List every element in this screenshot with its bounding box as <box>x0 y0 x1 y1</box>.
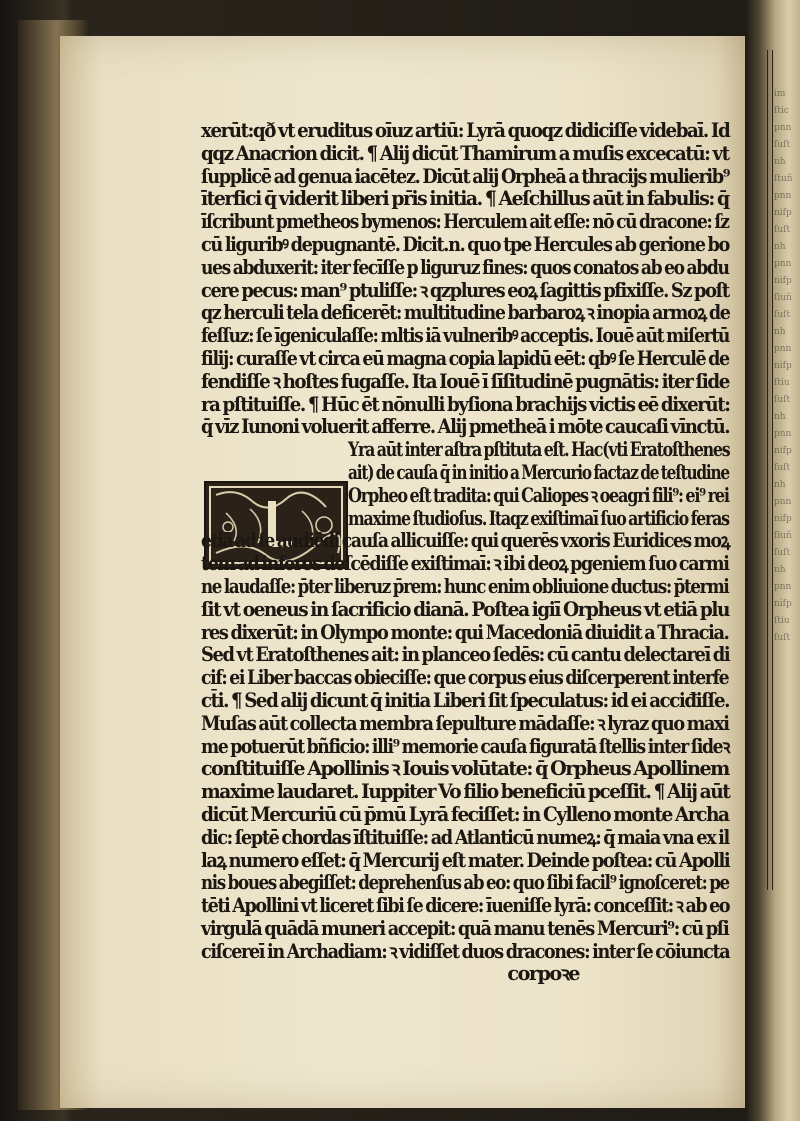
text-line: qqz Anacrion dicit. ¶ Alij dicūt Thamirum a muſis excecatū: vt <box>201 141 729 165</box>
text-line: ait) de cauſa q̄ in initio a Mercurio factaz de teſtudine <box>348 460 729 484</box>
facing-page-fragment: nifp <box>774 276 792 286</box>
facing-page-fragment: ſuſt <box>774 310 791 320</box>
facing-page-fragment: pnn <box>774 497 792 507</box>
facing-page-fragment: nh <box>774 242 786 252</box>
facing-page-fragment: ſuſt <box>774 548 791 558</box>
text-line: qz herculi tela deficerēt: multitudine barbaroꝝ ꝛ inopia armoꝝ de <box>201 301 730 325</box>
facing-page-fragment: nh <box>774 327 786 337</box>
text-line: filij: curaſſe vt circa eū magna copia lapidū eēt: qbꝰ ſe Herculē de <box>201 346 729 370</box>
text-line: cū liguribꝰ depugnantē. Dicit.n. quo tpe Hercules ab gerione bo <box>201 232 729 256</box>
facing-page-fragment: nifp <box>774 599 792 609</box>
facing-page-fragment: ſtiu <box>774 378 790 388</box>
facing-page-fragment: nh <box>774 157 786 167</box>
text-line: īſcribunt pmetheos bymenos: Herculem ait eſſe: nō cū dracone: ſz <box>201 210 729 234</box>
text-line: Muſas aūt collecta membra ſepulture mādaſſe: ꝛ lyraz quo maxi <box>201 711 729 735</box>
facing-page-fragment: nifp <box>774 361 792 371</box>
text-line: maxime ſtudioſus. Itaqz exiſtimaī ſuo artificio feras <box>348 506 729 530</box>
text-line: Yra aūt inter aſtra pſtituta eſt. Hac(vti Eratoſthenes <box>348 438 730 462</box>
text-line: ues abduxerit: iter fecīſſe p liguruz fines: quos conatos ab eo abdu <box>201 255 729 279</box>
facing-page-fragment: nifp <box>774 208 792 218</box>
facing-page-fragment: ſiuñ <box>774 531 792 541</box>
text-line: me potuerūt bñficio: illi⁹ memorie cauſa figuratā ſtellis inter ſideꝛ <box>201 734 730 758</box>
text-line: Orpheo eſt tradita: qui Caliopes ꝛ oeagri fili⁹: ei⁹ rei <box>348 483 729 507</box>
text-line: dic: ſeptē chordas īſtituiſſe: ad Atlanticū numeꝝ: q̄ maia vna ex il <box>201 825 729 849</box>
facing-page-fragment: nh <box>774 412 786 422</box>
text-line: conſtituiſſe Apollinis ꝛ Iouis volūtate: q̄ Orpheus Apollinem <box>201 757 729 781</box>
facing-page-fragment: ſuſt <box>774 140 791 150</box>
text-line: tem ad inferos deſcēdiſſe exiſtimaī: ꝛ ibi deoꝝ pgeniem ſuo carmi <box>201 552 729 576</box>
facing-page-fragment: nh <box>774 565 786 575</box>
facing-page-fragment: ſiuñ <box>774 293 792 303</box>
text-line: maxime laudaret. Iuppiter Vo filio beneficiū pceſſit. ¶ Alij aūt <box>201 780 730 804</box>
text-line: res dixerūt: in Olympo monte: qui Macedoniā diuidit a Thracia. <box>201 620 729 644</box>
text-line: cere pecus: man⁹ ptuliſſe: ꝛ qzplures eoꝝ ſagittis pfixiſſe. Sz poſt <box>201 278 729 302</box>
text-line: etiā ad ſe audiēdi cauſa allicuiſſe: qui querēs vxoris Euridices moꝝ <box>201 529 730 553</box>
text-line: tēti Apollini vt liceret ſibi ſe dicere: īueniſſe lyrā: conceſſit: ꝛ ab eo <box>201 894 730 918</box>
facing-page-fragment: pnn <box>774 191 792 201</box>
facing-page-fragment: nh <box>774 480 786 490</box>
facing-page-text-fragments <box>774 86 800 646</box>
text-line: ſupplicē ad genua iacētez. Dicūt alij Orpheā a thracijs mulierib⁹ <box>201 164 730 188</box>
facing-page-rule <box>772 50 773 890</box>
text-line: nis boues abegiſſet: deprehenſus ab eo: quo ſibi facil⁹ ignoſceret: pe <box>201 871 729 895</box>
facing-page-fragment: pnn <box>774 259 792 269</box>
facing-page-fragment: pnn <box>774 123 792 133</box>
facing-page-fragment: ſtic <box>774 106 789 116</box>
text-line: īterfici q̄ viderit liberi pr̄is initia. ¶ Aeſchillus aūt in fabulis: q̄ <box>201 187 729 211</box>
text-line: ct̄i. ¶ Sed alij dicunt q̄ initia Liberi ſit ſpeculatus: id ei acciđiſſe. <box>201 688 730 712</box>
text-line: fendiſſe ꝛ hoſtes fugaſſe. Ita Iouē ī ſīſitudinē pugnātis: iter ſide <box>201 369 729 393</box>
text-line: q̄ vīz Iunoni voluerit afferre. Alij pmetheā i mōte caucaſi vīnctū. <box>201 415 730 439</box>
text-line: xerūt:qð vt eruditus oīuz artiū: Lyrā quoqz didiciſſe videbaī. Id <box>201 119 730 142</box>
text-line: ſit vt oeneus in ſacrificio dianā. Poſtea igiī Orpheus vt etiā plu <box>201 597 729 621</box>
facing-page-fragment: ſuſt <box>774 225 791 235</box>
facing-page-rule <box>767 50 768 890</box>
text-line: ciſcereī in Archadiam: ꝛ vidiſſet duos dracones: inter ſe cōiuncta <box>201 939 730 963</box>
facing-page-fragment: ſuſt <box>774 395 791 405</box>
text-line: Sed vt Eratoſthenes ait: in planceo ſedēs: cū cantu delectareī di <box>201 643 730 667</box>
facing-page-fragment: ſtuñ <box>774 174 793 184</box>
main-text-column <box>201 120 729 986</box>
facing-page-fragment: ſuſt <box>774 463 791 473</box>
text-line: laꝝ numero eſſet: q̄ Mercurij eſt mater. Deinde poſtea: cū Apolli <box>201 848 730 872</box>
facing-page-fragment: pnn <box>774 582 792 592</box>
text-line: dicūt Mercuriū cū p̄mū Lyrā feciſſet: in Cylleno monte Archa <box>201 802 729 826</box>
facing-page-fragment: nifp <box>774 446 792 456</box>
text-line: virgulā quādā muneri accepit: quā manu tenēs Mercuri⁹: cū pſi <box>201 916 729 940</box>
facing-page-fragment: ſtiu <box>774 616 790 626</box>
facing-page-fragment: pnn <box>774 429 792 439</box>
facing-page-fragment: im <box>774 89 786 99</box>
catchword: corpoꝛe <box>507 962 579 986</box>
text-line: feſſuz: ſe īgeniculaſſe: mltis iā vulneribꝰ acceptis. Iouē aūt miſertū <box>201 324 730 348</box>
facing-page-fragment: ſuſt <box>774 633 791 643</box>
facing-page-fragment: nifp <box>774 514 792 524</box>
text-line: ra pſtituiſſe. ¶ Hūc ēt nōnulli byſiona brachijs victis eē dixerūt: <box>201 392 730 416</box>
facing-page-fragment: pnn <box>774 344 792 354</box>
text-line: cif: ei Liber baccas obieciſſe: que corpus eius diſcerperent interfe <box>201 666 729 690</box>
text-line: ne laudaſſe: p̄ter liberuz p̄rem: hunc enim obliuione ductus: p̄termi <box>201 574 729 598</box>
